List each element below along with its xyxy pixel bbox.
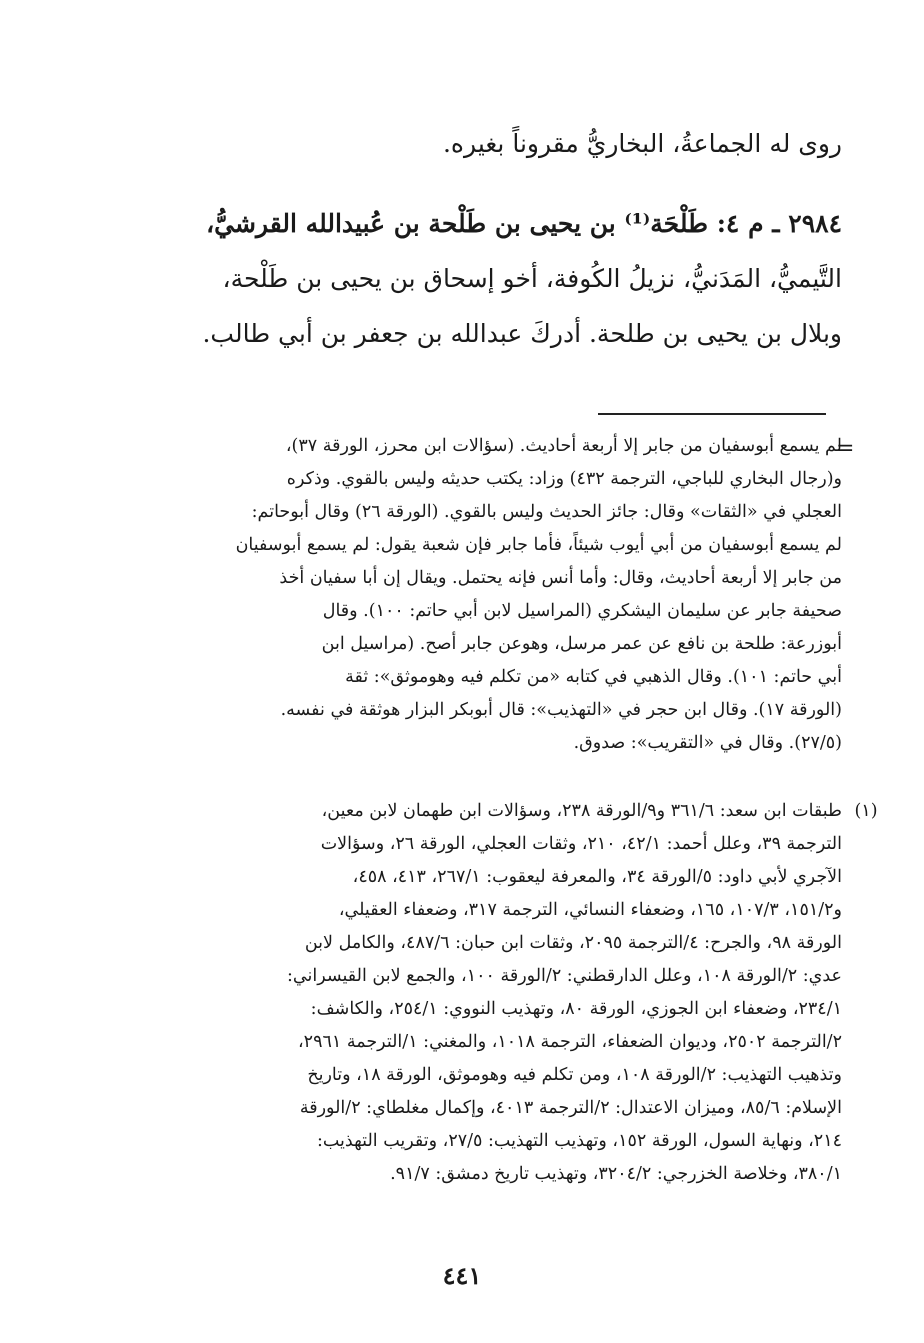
footnote-line: ٢٣٤/١، وضعفاء ابن الجوزي، الورقة ٨٠، وتهذيب النووي: ٢٥٤/١، والكاشف: <box>310 999 842 1019</box>
footnote-line: لم يسمع أبوسفيان من جابر إلا أربعة أحاديث. (سؤالات ابن محرز، الورقة ٣٧)، <box>285 436 842 456</box>
page-number: ٤٤١ <box>442 1261 482 1290</box>
intro-line: روى له الجماعةُ، البخاريُّ مقروناً بغيره. <box>442 129 842 158</box>
footnote-line: ٣٨٠/١، وخلاصة الخزرجي: ٣٢٠٤/٢، وتهذيب تاريخ دمشق: ٩١/٧. <box>390 1164 842 1184</box>
biography-entry <box>82 196 842 361</box>
footnote-line: و١٥١/٢، ١٠٧/٣، ١٦٥، وضعفاء النسائي، الترجمة ٣١٧، وضعفاء العقيلي، <box>338 900 842 920</box>
footnote-1 <box>110 795 878 1191</box>
footnote-line: لم يسمع أبوسفيان من أبي أيوب شيئاً، فأما جابر فإن شعبة يقول: لم يسمع أبوسفيان <box>235 535 842 555</box>
footnote-line: و(رجال البخاري للباجي، الترجمة ٤٣٢) وزاد: يكتب حديثه وليس بالقوي. وذكره <box>286 469 842 489</box>
entry-line: التَّيميُّ، المَدَنيُّ، نزيلُ الكُوفة، أخو إسحاق بن يحيى بن طَلْحة، <box>222 264 842 293</box>
footnote-continuation <box>110 430 842 760</box>
footnote-line: صحيفة جابر عن سليمان اليشكري (المراسيل لابن أبي حاتم: ١٠٠). وقال <box>322 601 842 621</box>
footnote-line: من جابر إلا أربعة أحاديث، وقال: وأما أنس فإنه يحتمل. ويقال إن أبا سفيان أخذ <box>279 568 842 588</box>
footnote-line: الآجري لأبي داود: ٥/الورقة ٣٤، والمعرفة ليعقوب: ٢٦٧/١، ٤١٣، ٤٥٨، <box>352 867 842 887</box>
footnote-line: (الورقة ١٧). وقال ابن حجر في «التهذيب»: قال أبوبكر البزار هوثقة في نفسه. <box>280 700 842 720</box>
main-text <box>82 118 842 361</box>
footnote-separator <box>598 413 826 415</box>
footnote-line: ٢١٤، ونهاية السول، الورقة ١٥٢، وتهذيب التهذيب: ٢٧/٥، وتقريب التهذيب: <box>316 1131 842 1151</box>
footnote-line: الترجمة ٣٩، وعلل أحمد: ٤٢/١، ٢١٠، وثقات العجلي، الورقة ٢٦، وسؤالات <box>320 834 842 854</box>
footnote-line: (٢٧/٥). وقال في «التقريب»: صدوق. <box>573 733 842 753</box>
footnote-line: أبوزرعة: طلحة بن نافع عن عمر مرسل، وهوعن جابر أصح. (مراسيل ابن <box>321 634 842 654</box>
footnote-line: الورقة ٩٨، والجرح: ٤/الترجمة ٢٠٩٥، وثقات ابن حبان: ٤٨٧/٦، والكامل لابن <box>304 933 842 953</box>
entry-line: وبلال بن يحيى بن طلحة. أدركَ عبدالله بن جعفر بن أبي طالب. <box>202 319 842 348</box>
continuation-marker: = <box>836 436 855 461</box>
entry-line: ٢٩٨٤ ـ م ٤: طَلْحَة⁽¹⁾ بن يحيى بن طَلْحة بن عُبيدالله القرشيُّ، <box>206 209 842 238</box>
footnote-line: الإسلام: ٨٥/٦، وميزان الاعتدال: ٢/الترجمة ٤٠١٣، وإكمال مغلطاي: ٢/الورقة <box>299 1098 842 1118</box>
footnote-line: أبي حاتم: ١٠١). وقال الذهبي في كتابه «من تكلم فيه وهوموثق»: ثقة <box>345 667 842 687</box>
footnote-line: ٢/الترجمة ٢٥٠٢، وديوان الضعفاء، الترجمة ١٠١٨، والمغني: ١/الترجمة ٢٩٦١، <box>298 1032 842 1052</box>
footnote-marker: (١) <box>854 801 878 821</box>
footnote-line: عدي: ٢/الورقة ١٠٨، وعلل الدارقطني: ٢/الورقة ١٠٠، والجمع لابن القيسراني: <box>287 966 842 986</box>
footnote-line: العجلي في «الثقات» وقال: جائز الحديث وليس بالقوي. (الورقة ٢٦) وقال أبوحاتم: <box>251 502 842 522</box>
footnote-line: وتذهيب التهذيب: ٢/الورقة ١٠٨، ومن تكلم فيه وهوموثق، الورقة ١٨، وتاريخ <box>307 1065 842 1085</box>
footnote-line: طبقات ابن سعد: ٣٦١/٦ و٩/الورقة ٢٣٨، وسؤالات ابن طهمان لابن معين، <box>321 801 842 821</box>
